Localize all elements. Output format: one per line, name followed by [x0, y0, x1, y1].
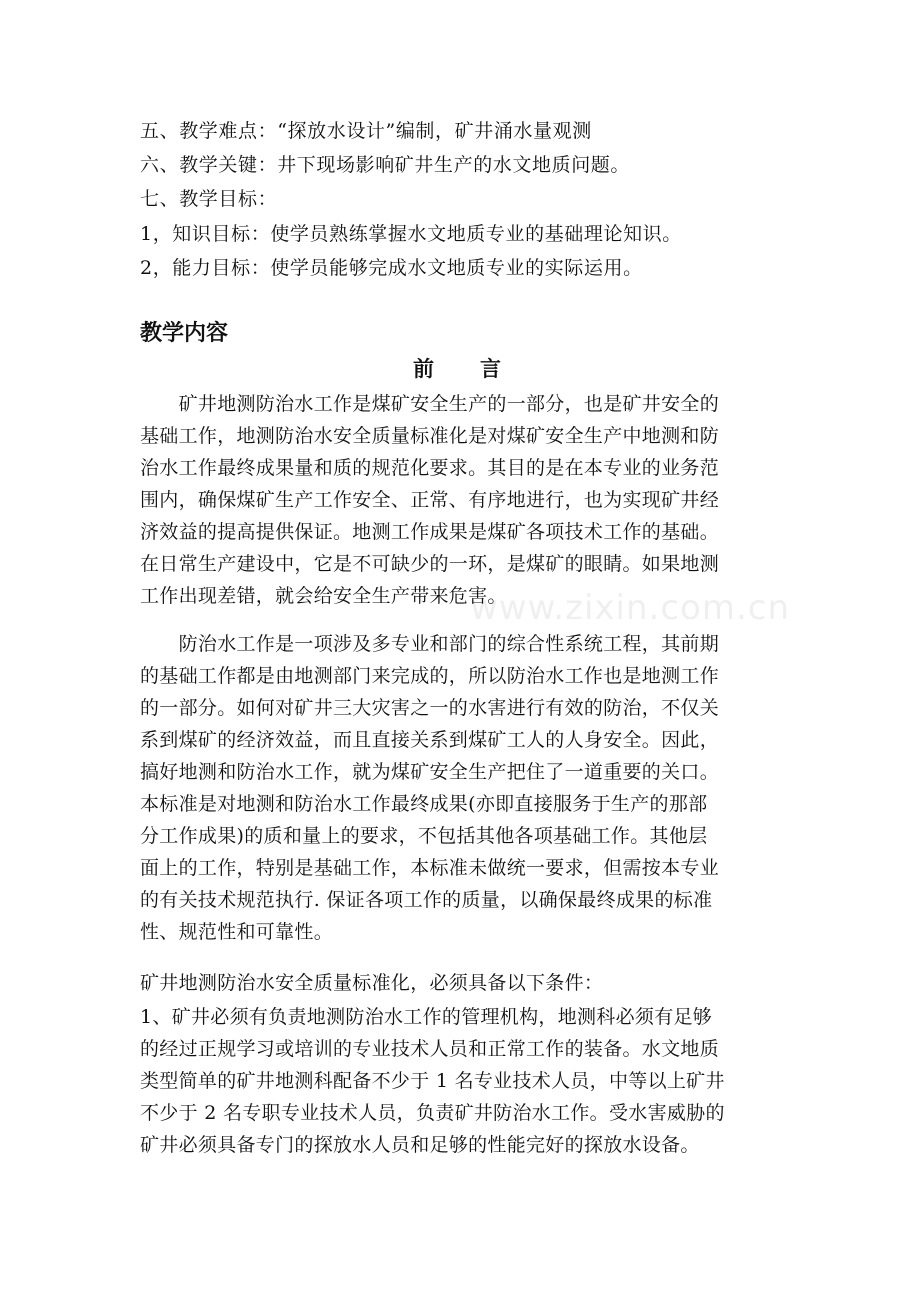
- paragraph-line: 矿井地测防治水工作是煤矿安全生产的一部分，也是矿井安全的: [140, 393, 720, 415]
- preface-title: 前言: [413, 357, 547, 381]
- paragraph-line: 基础工作，地测防治水安全质量标准化是对煤矿安全生产中地测和防: [140, 425, 720, 447]
- paragraph-line: 搞好地测和防治水工作，就为煤矿安全生产把住了一道重要的关口。: [140, 761, 720, 783]
- paragraph-line: 类型简单的矿井地测科配备不少于 1 名专业技术人员，中等以上矿井: [140, 1070, 725, 1092]
- paragraph-line: 在日常生产建设中，它是不可缺少的一环，是煤矿的眼睛。如果地测: [140, 553, 720, 575]
- paragraph-3: [140, 967, 780, 999]
- ability-goal-item: 2，能力目标：使学员能够完成水文地质专业的实际运用。: [140, 257, 643, 279]
- paragraph-line: 不少于 2 名专职专业技术人员，负责矿井防治水工作。受水害威胁的: [140, 1102, 725, 1124]
- paragraph-line: 的有关技术规范执行. 保证各项工作的质量，以确保最终成果的标准: [140, 889, 713, 911]
- paragraph-line: 分工作成果)的质和量上的要求，不包括其他各项基础工作。其他层: [140, 825, 708, 847]
- paragraph-line: 本标准是对地测和防治水工作最终成果(亦即直接服务于生产的那部: [140, 793, 708, 815]
- paragraph-line: 防治水工作是一项涉及多专业和部门的综合性系统工程，其前期: [140, 633, 720, 655]
- paragraph-1: [140, 388, 780, 612]
- paragraph-line: 围内，确保煤矿生产工作安全、正常、有序地进行，也为实现矿井经: [140, 489, 720, 511]
- paragraph-line: 1、矿井必须有负责地测防治水工作的管理机构，地测科必须有足够: [140, 1006, 713, 1028]
- teaching-difficulty-item: 五、教学难点：“探放水设计”编制，矿井涌水量观测: [140, 120, 592, 142]
- paragraph-line: 矿井必须具备专门的探放水人员和足够的性能完好的探放水设备。: [140, 1134, 700, 1156]
- paragraph-line: 济效益的提高提供保证。地测工作成果是煤矿各项技术工作的基础。: [140, 521, 720, 543]
- paragraph-line: 治水工作最终成果量和质的规范化要求。其目的是在本专业的业务范: [140, 457, 720, 479]
- paragraph-line: 的经过正规学习或培训的专业技术人员和正常工作的装备。水文地质: [140, 1038, 720, 1060]
- paragraph-line: 性、规范性和可靠性。: [140, 921, 334, 943]
- paragraph-line: 矿井地测防治水安全质量标准化，必须具备以下条件：: [140, 972, 604, 994]
- paragraph-2: [140, 628, 780, 948]
- paragraph-line: 的基础工作都是由地测部门来完成的，所以防治水工作也是地测工作: [140, 665, 720, 687]
- paragraph-4: [140, 1001, 780, 1161]
- teaching-goals-item: 七、教学目标：: [140, 188, 278, 210]
- watermark: www.zixin.com.cn: [470, 588, 790, 628]
- paragraph-line: 系到煤矿的经济效益，而且直接关系到煤矿工人的人身安全。因此，: [140, 729, 720, 751]
- paragraph-line: 工作出现差错，就会给安全生产带来危害。: [140, 585, 507, 607]
- section-heading: 教学内容: [140, 321, 229, 346]
- knowledge-goal-item: 1，知识目标：使学员熟练掌握水文地质专业的基础理论知识。: [140, 223, 682, 245]
- paragraph-line: 的一部分。如何对矿井三大灾害之一的水害进行有效的防治，不仅关: [140, 697, 720, 719]
- paragraph-line: 面上的工作，特别是基础工作，本标准未做统一要求，但需按本专业: [140, 857, 720, 879]
- teaching-key-item: 六、教学关键：井下现场影响矿井生产的水文地质问题。: [140, 154, 631, 176]
